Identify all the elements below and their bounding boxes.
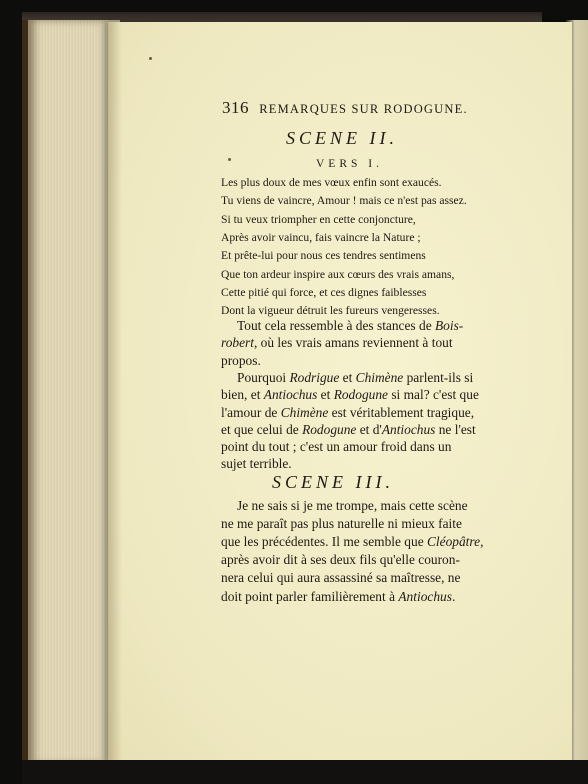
bottom-background	[22, 760, 588, 784]
commentary-line: que les précédentes. Il me semble que Cléopâtre,	[221, 534, 484, 550]
commentary-line: robert, où les vrais amans reviennent à tout	[221, 335, 453, 351]
commentary-line: Tout cela ressemble à des stances de Bois-	[237, 318, 464, 333]
italic-name: Chimène	[355, 369, 404, 385]
commentary-line: Pourquoi Rodrigue et Chimène parlent-ils si	[237, 369, 474, 385]
scene-heading: SCENE II.	[286, 128, 398, 148]
verse-line: Et prête-lui pour nous ces tendres sentimens	[221, 249, 426, 263]
page-speck	[149, 57, 152, 60]
italic-name: Antiochus	[263, 387, 318, 403]
italic-name: robert	[221, 335, 254, 351]
italic-name: Bois-	[434, 318, 464, 333]
italic-name: Antiochus	[381, 421, 436, 437]
italic-name: Rodogune	[333, 387, 388, 403]
commentary-line: nera celui qui aura assassiné sa maîtresse, ne	[221, 570, 461, 586]
verse-reference: VERS I.	[316, 158, 383, 170]
italic-name: Chimène	[280, 404, 329, 420]
verse-line: Après avoir vaincu, fais vaincre la Nature ;	[221, 230, 421, 244]
commentary-line: Je ne sais si je me trompe, mais cette scène	[237, 498, 468, 513]
page-block-edge	[22, 20, 120, 764]
italic-name: Antiochus	[398, 588, 452, 604]
commentary-line: point du tout ; c'est un amour froid dans un	[221, 439, 452, 455]
verse-line: Si tu veux triompher en cette conjoncture,	[221, 212, 416, 226]
scene-heading: SCENE III.	[272, 472, 394, 492]
commentary-line: et que celui de Rodogune et d'Antiochus ne l'est	[221, 421, 476, 437]
page-gutter-shadow	[108, 22, 122, 762]
italic-name: Rodogune	[302, 421, 357, 437]
verse-line: Les plus doux de mes vœux enfin sont exaucés.	[221, 176, 442, 189]
page-speck	[228, 158, 231, 161]
commentary-line: sujet terrible.	[221, 456, 292, 472]
verse-line: Tu viens de vaincre, Amour ! mais ce n'est pas assez.	[221, 194, 467, 208]
page-number: 316	[222, 98, 249, 117]
italic-name: Cléopâtre	[427, 534, 481, 550]
commentary-line: après avoir dit à ses deux fils qu'elle couron-	[221, 552, 460, 568]
running-head-title: REMARQUES SUR RODOGUNE.	[259, 102, 468, 116]
verse-line: Dont la vigueur détruit les fureurs vengeresses.	[221, 304, 440, 318]
commentary-line: doit point parler familièrement à Antiochus.	[221, 588, 456, 604]
running-header	[222, 98, 468, 118]
commentary-line: bien, et Antiochus et Rodogune si mal? c'est que	[221, 387, 479, 403]
commentary-line: ne me paraît pas plus naturelle ni mieux faite	[221, 516, 462, 532]
verse-line: Cette pitié qui force, et ces dignes faiblesses	[221, 285, 427, 299]
commentary-line: l'amour de Chimène est véritablement tragique,	[221, 404, 475, 420]
verse-line: Que ton ardeur inspire aux cœurs des vrais amans,	[221, 267, 455, 281]
italic-name: Rodrigue	[289, 369, 340, 385]
commentary-line: propos.	[221, 352, 261, 368]
